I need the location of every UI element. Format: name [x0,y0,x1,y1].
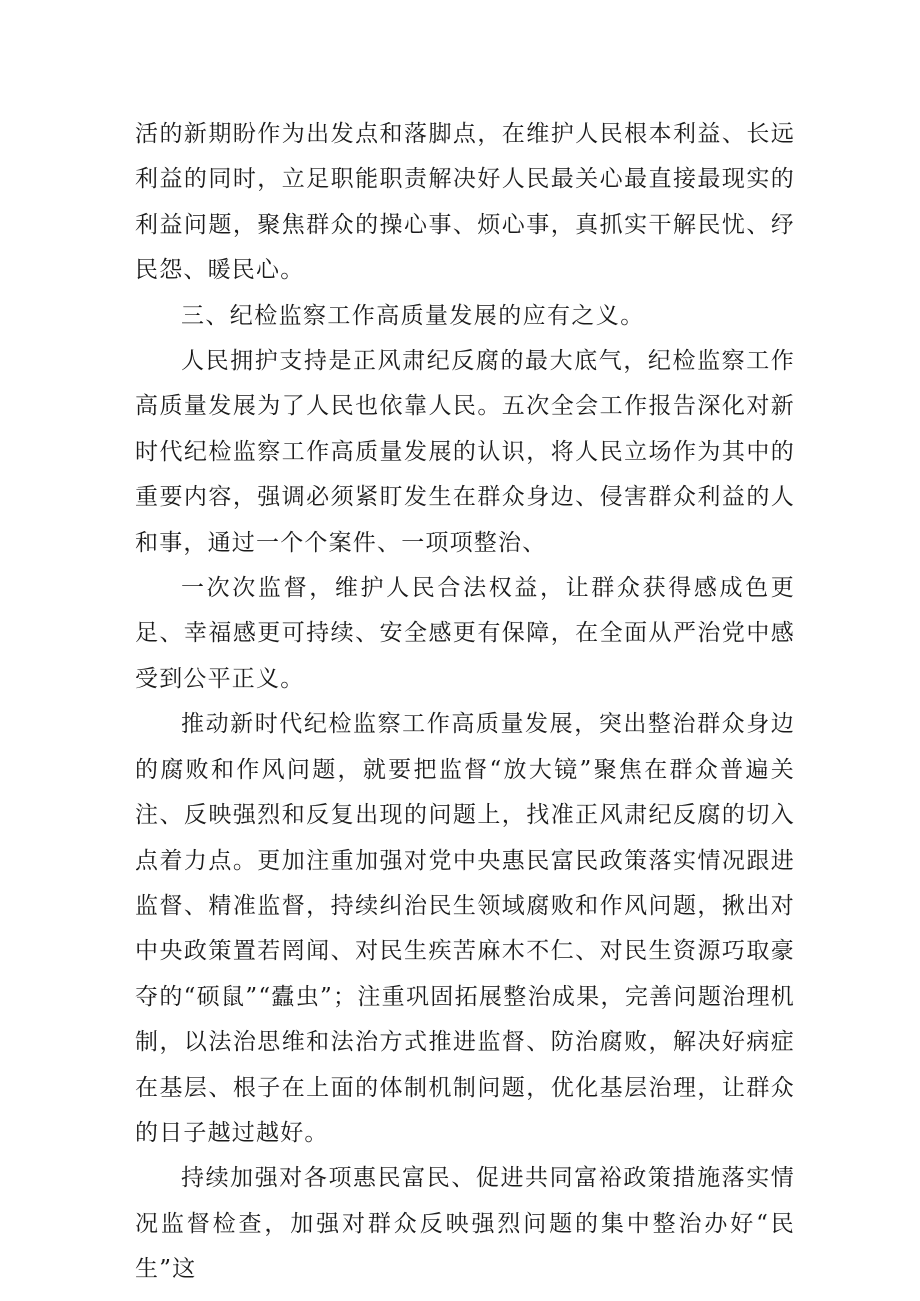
section-heading: 三、纪检监察工作高质量发展的应有之义。 [181,302,645,329]
paragraph-high-quality-development: 推动新时代纪检监察工作高质量发展，突出整治群众身边的腐败和作风问题，就要把监督“放大镜”聚焦在群众普遍关注、反映强烈和反复出现的问题上，找准正风肃纪反腐的切入点着力点。更加注重加强对党中央惠民富民政策落实情况跟进监督、精准监督，持续纠治民生领域腐败和作风问题，揪出对中央政策置若罔闻、对民生疾苦麻木不仁、对民生资源巧取豪夺的“硕鼠”“蠹虫”；注重巩固拓展整治成果，完善问题治理机制，以法治思维和法治方式推进监督、防治腐败，解决好病症在基层、根子在上面的体制机制问题，优化基层治理，让群众的日子越过越好。 [135,711,795,1146]
paragraph-continuation: 活的新期盼作为出发点和落脚点，在维护人民根本利益、长远利益的同时，立足职能职责解决好人民最关心最直接最现实的利益问题，聚焦群众的操心事、烦心事，真抓实干解民忧、纾民怨、暖民心。 [135,121,795,284]
document-body [135,112,795,1293]
paragraph-policy-inspection: 持续加强对各项惠民富民、促进共同富裕政策措施落实情况监督检查，加强对群众反映强烈问题的集中整治办好“民生”这 [135,1165,795,1283]
paragraph-people-support: 人民拥护支持是正风肃纪反腐的最大底气，纪检监察工作高质量发展为了人民也依靠人民。五次全会工作报告深化对新时代纪检监察工作高质量发展的认识，将人民立场作为其中的重要内容，强调必须紧盯发生在群众身边、侵害群众利益的人和事，通过一个个案件、一项项整治、 [135,348,795,556]
paragraph-supervision: 一次次监督，维护人民合法权益，让群众获得感成色更足、幸福感更可持续、安全感更有保障，在全面从严治党中感受到公平正义。 [135,575,795,692]
